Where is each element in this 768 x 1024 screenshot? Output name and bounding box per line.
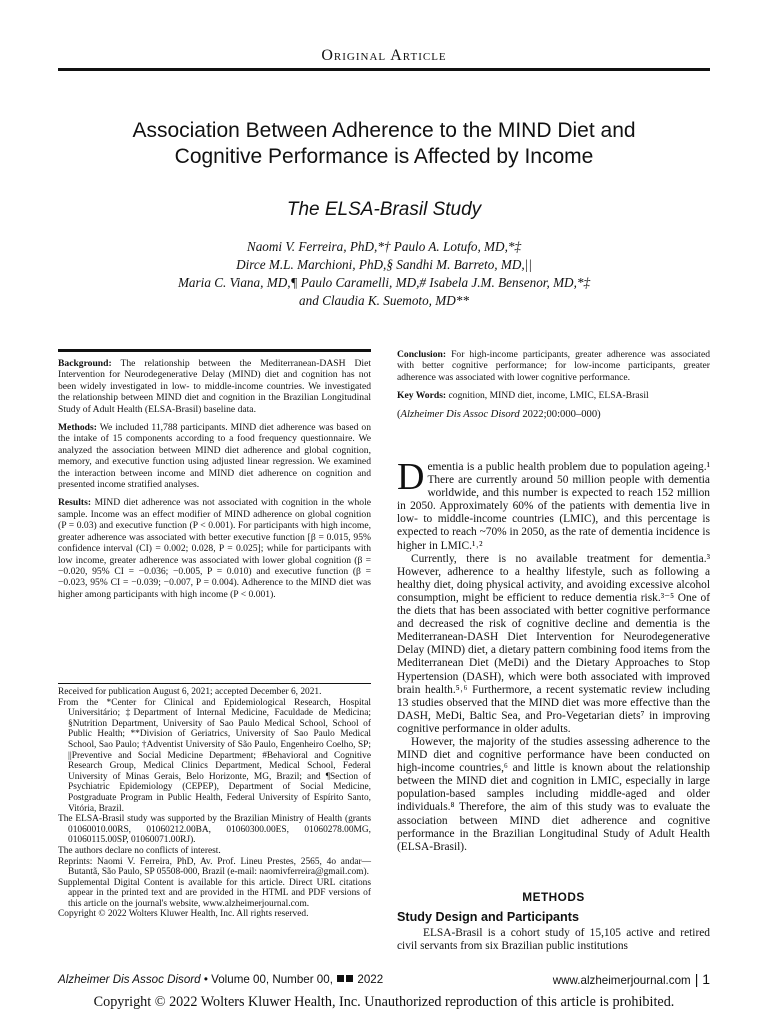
article-subtitle: The ELSA-Brasil Study: [286, 199, 482, 220]
dropcap: D: [397, 456, 425, 498]
body-paragraph: Dementia is a public health problem due to population ageing.¹ There are currently around 50 million people with dementia worldwide, and this number is expected to reach 152 million in 2050. Approximately 60% of the patients with dementia live in low- to middle-income countries (LMIC), and this percentage is expected to reach ~70% in 2050, as the rate of dementia incidence is higher in LMIC.¹˒²: [397, 456, 710, 552]
footer-site: [553, 971, 710, 987]
placeholder-block-icon: [337, 975, 344, 982]
footnote-rule: [58, 683, 371, 684]
body-paragraph: Currently, there is no available treatment for dementia.³ However, adherence to a healthy lifestyle, such as following a healthy diet, doing physical activity, and avoiding excessive alcohol consumption, might be efficient to reduce dementia risk.³⁻⁵ One of the diets that has been associated with better cognitive performance and decreased the risk of cognitive decline and dementia is the Mediterranean-DASH Diet Intervention for Neurodegenerative Delay (MIND) diet, a dietary pattern combining food items from the Mediterranean Diet (MeDi) and the Dietary Approaches to Stop Hypertension (DASH), which were both associated with improved brain health.⁵˒⁶ Furthermore, a recent systematic review including 13 studies observed that the MIND diet was more effective than the DASH, MeDi, Baltic Sea, and Pro-Vegetarian diets⁷ in improving cognitive performance in older adults.: [397, 552, 710, 735]
footnote-received: Received for publication August 6, 2021; accepted December 6, 2021.: [58, 687, 322, 697]
footnotes: [58, 687, 371, 920]
footnote-funding: The ELSA-Brasil study was supported by the Brazilian Ministry of Health (grants 01060010.00RS, 01060212.00BA, 01060300.00ES, 01060278.00MG, 01060115.00SP, 01060071.00RJ).: [58, 814, 371, 846]
placeholder-block-icon: [346, 975, 353, 982]
footer-journal: Alzheimer Dis Assoc Disord • Volume 00, Number 00, 2022: [58, 973, 384, 986]
header-rule: [58, 68, 710, 71]
abstract-right-column: [397, 349, 710, 427]
abstract-conclusion: Conclusion: For high-income participants, greater adherence was associated with better cognitive performance; for low-income participants, greater adherence was associated with lower cognitive performance.: [397, 349, 710, 383]
footnote-conflicts: The authors declare no conflicts of interest.: [58, 845, 221, 856]
article-title: Association Between Adherence to the MIND Diet and Cognitive Performance is Affected by Income: [132, 119, 636, 168]
footnote-affiliations: From the *Center for Clinical and Epidemiological Research, Hospital Universitário; ‡Department of Internal Medicine, Faculdade de Medicina; §Nutrition Department, University of Sao Paulo Medical School, School of Public Health; **Division of Geriatrics, University of Sao Paulo Medical School, Sao Paulo; †Adventist University of São Paulo, Engenheiro Coelho, SP; ||Preventive and Social Medicine Department; #Behavioral and Cognitive Research Group, Medical Clinics Department, Medical School, Federal University of Minas Gerais, Belo Horizonte, MG, Brazil; and ¶Section of Psychiatric Epidemiology (CEPEP), Department of Social Medicine, Postgraduate Program in Public Health, Federal University of Espírito Santo, Vitória, Brazil.: [58, 697, 371, 814]
copyright-banner: Copyright © 2022 Wolters Kluwer Health, Inc. Unauthorized reproduction of this article is prohibited.: [93, 994, 675, 1010]
abstract-results: Results: MIND diet adherence was not associated with cognition in the whole sample. Income was an effect modifier of MIND adherence on global cognition (P = 0.03) and executive function (P < 0.001). For participants with high income, greater adherence was associated with better executive function [β = 0.015, 95% confidence interval (CI) = 0.002; 0.028, P = 0.025]; while for participants with low income, greater adherence was associated with lower global cognition (β = −0.020, 95% CI = −0.036; −0.005, P = 0.010) and executive function (β = −0.023, 95% CI = −0.039; −0.007, P = 0.004). Adherence to the MIND diet was higher among participants with high income (P < 0.001).: [58, 497, 371, 600]
abstract-background: Background: The relationship between the Mediterranean-DASH Diet Intervention for Neurodegenerative Delay (MIND) diet and cognition has not been widely investigated in low- to middle-income countries. We investigated the relationship between MIND diet and cognition in the Brazilian Longitudinal Study of Adult Health (ELSA-Brasil) baseline data.: [58, 358, 371, 415]
abstract-rule: [58, 349, 371, 352]
methods-heading: METHODS: [522, 890, 585, 904]
page-number: | 1: [694, 971, 710, 987]
author-line: Maria C. Viana, MD,¶ Paulo Caramelli, MD,# Isabela J.M. Bensenor, MD,*‡: [177, 275, 591, 290]
study-design-text: ELSA-Brasil is a cohort study of 15,105 active and retired civil servants from six Brazilian public institutions: [397, 927, 710, 953]
abstract-methods: Methods: We included 11,788 participants. MIND diet adherence was based on the intake of 15 components according to a food frequency questionnaire. We analyzed the association between MIND diet adherence and global cognition, memory, and executive function using adjusted linear regression. We examined the interaction between income and MIND diet adherence on cognition and presented income stratified analyses.: [58, 422, 371, 491]
author-line: and Claudia K. Suemoto, MD**: [299, 293, 469, 308]
section-label: Original Article: [321, 47, 447, 64]
body-paragraph: However, the majority of the studies assessing adherence to the MIND diet and cognitive performance have been conducted on high-income countries,⁶ and little is known about the relationship between the MIND diet and cognition in LMIC, especially in large population-based samples including middle-aged and older individuals.⁸ Therefore, the aim of this study was to evaluate the association between MIND diet adherence and cognitive performance in the Brazilian Longitudinal Study of Adult Health (ELSA-Brasil).: [397, 735, 710, 853]
keywords: Key Words: cognition, MIND diet, income, LMIC, ELSA-Brasil: [397, 390, 649, 402]
footnote-reprints: Reprints: Naomi V. Ferreira, PhD, Av. Prof. Lineu Prestes, 2565, 4o andar—Butantã, São Paulo, SP 05508-000, Brazil (e-mail: naomivferreira@gmail.com).: [58, 856, 371, 878]
abstract-left-column: [58, 358, 371, 607]
author-line: Dirce M.L. Marchioni, PhD,§ Sandhi M. Barreto, MD,||: [236, 257, 532, 272]
citation: (Alzheimer Dis Assoc Disord 2022;00:000–000): [397, 408, 601, 420]
footnote-supplemental: Supplemental Digital Content is available for this article. Direct URL citations appear in the printed text and are provided in the HTML and PDF versions of this article on the journal's website, www.alzheimerjournal.com.: [58, 877, 371, 909]
study-design-heading: Study Design and Participants: [397, 910, 579, 924]
body-text: [397, 456, 710, 854]
journal-url[interactable]: www.alzheimerjournal.com: [552, 974, 691, 987]
footnote-copyright: Copyright © 2022 Wolters Kluwer Health, Inc. All rights reserved.: [58, 909, 309, 920]
author-line: Naomi V. Ferreira, PhD,*† Paulo A. Lotufo, MD,*‡: [246, 239, 522, 254]
author-list: [100, 238, 668, 310]
